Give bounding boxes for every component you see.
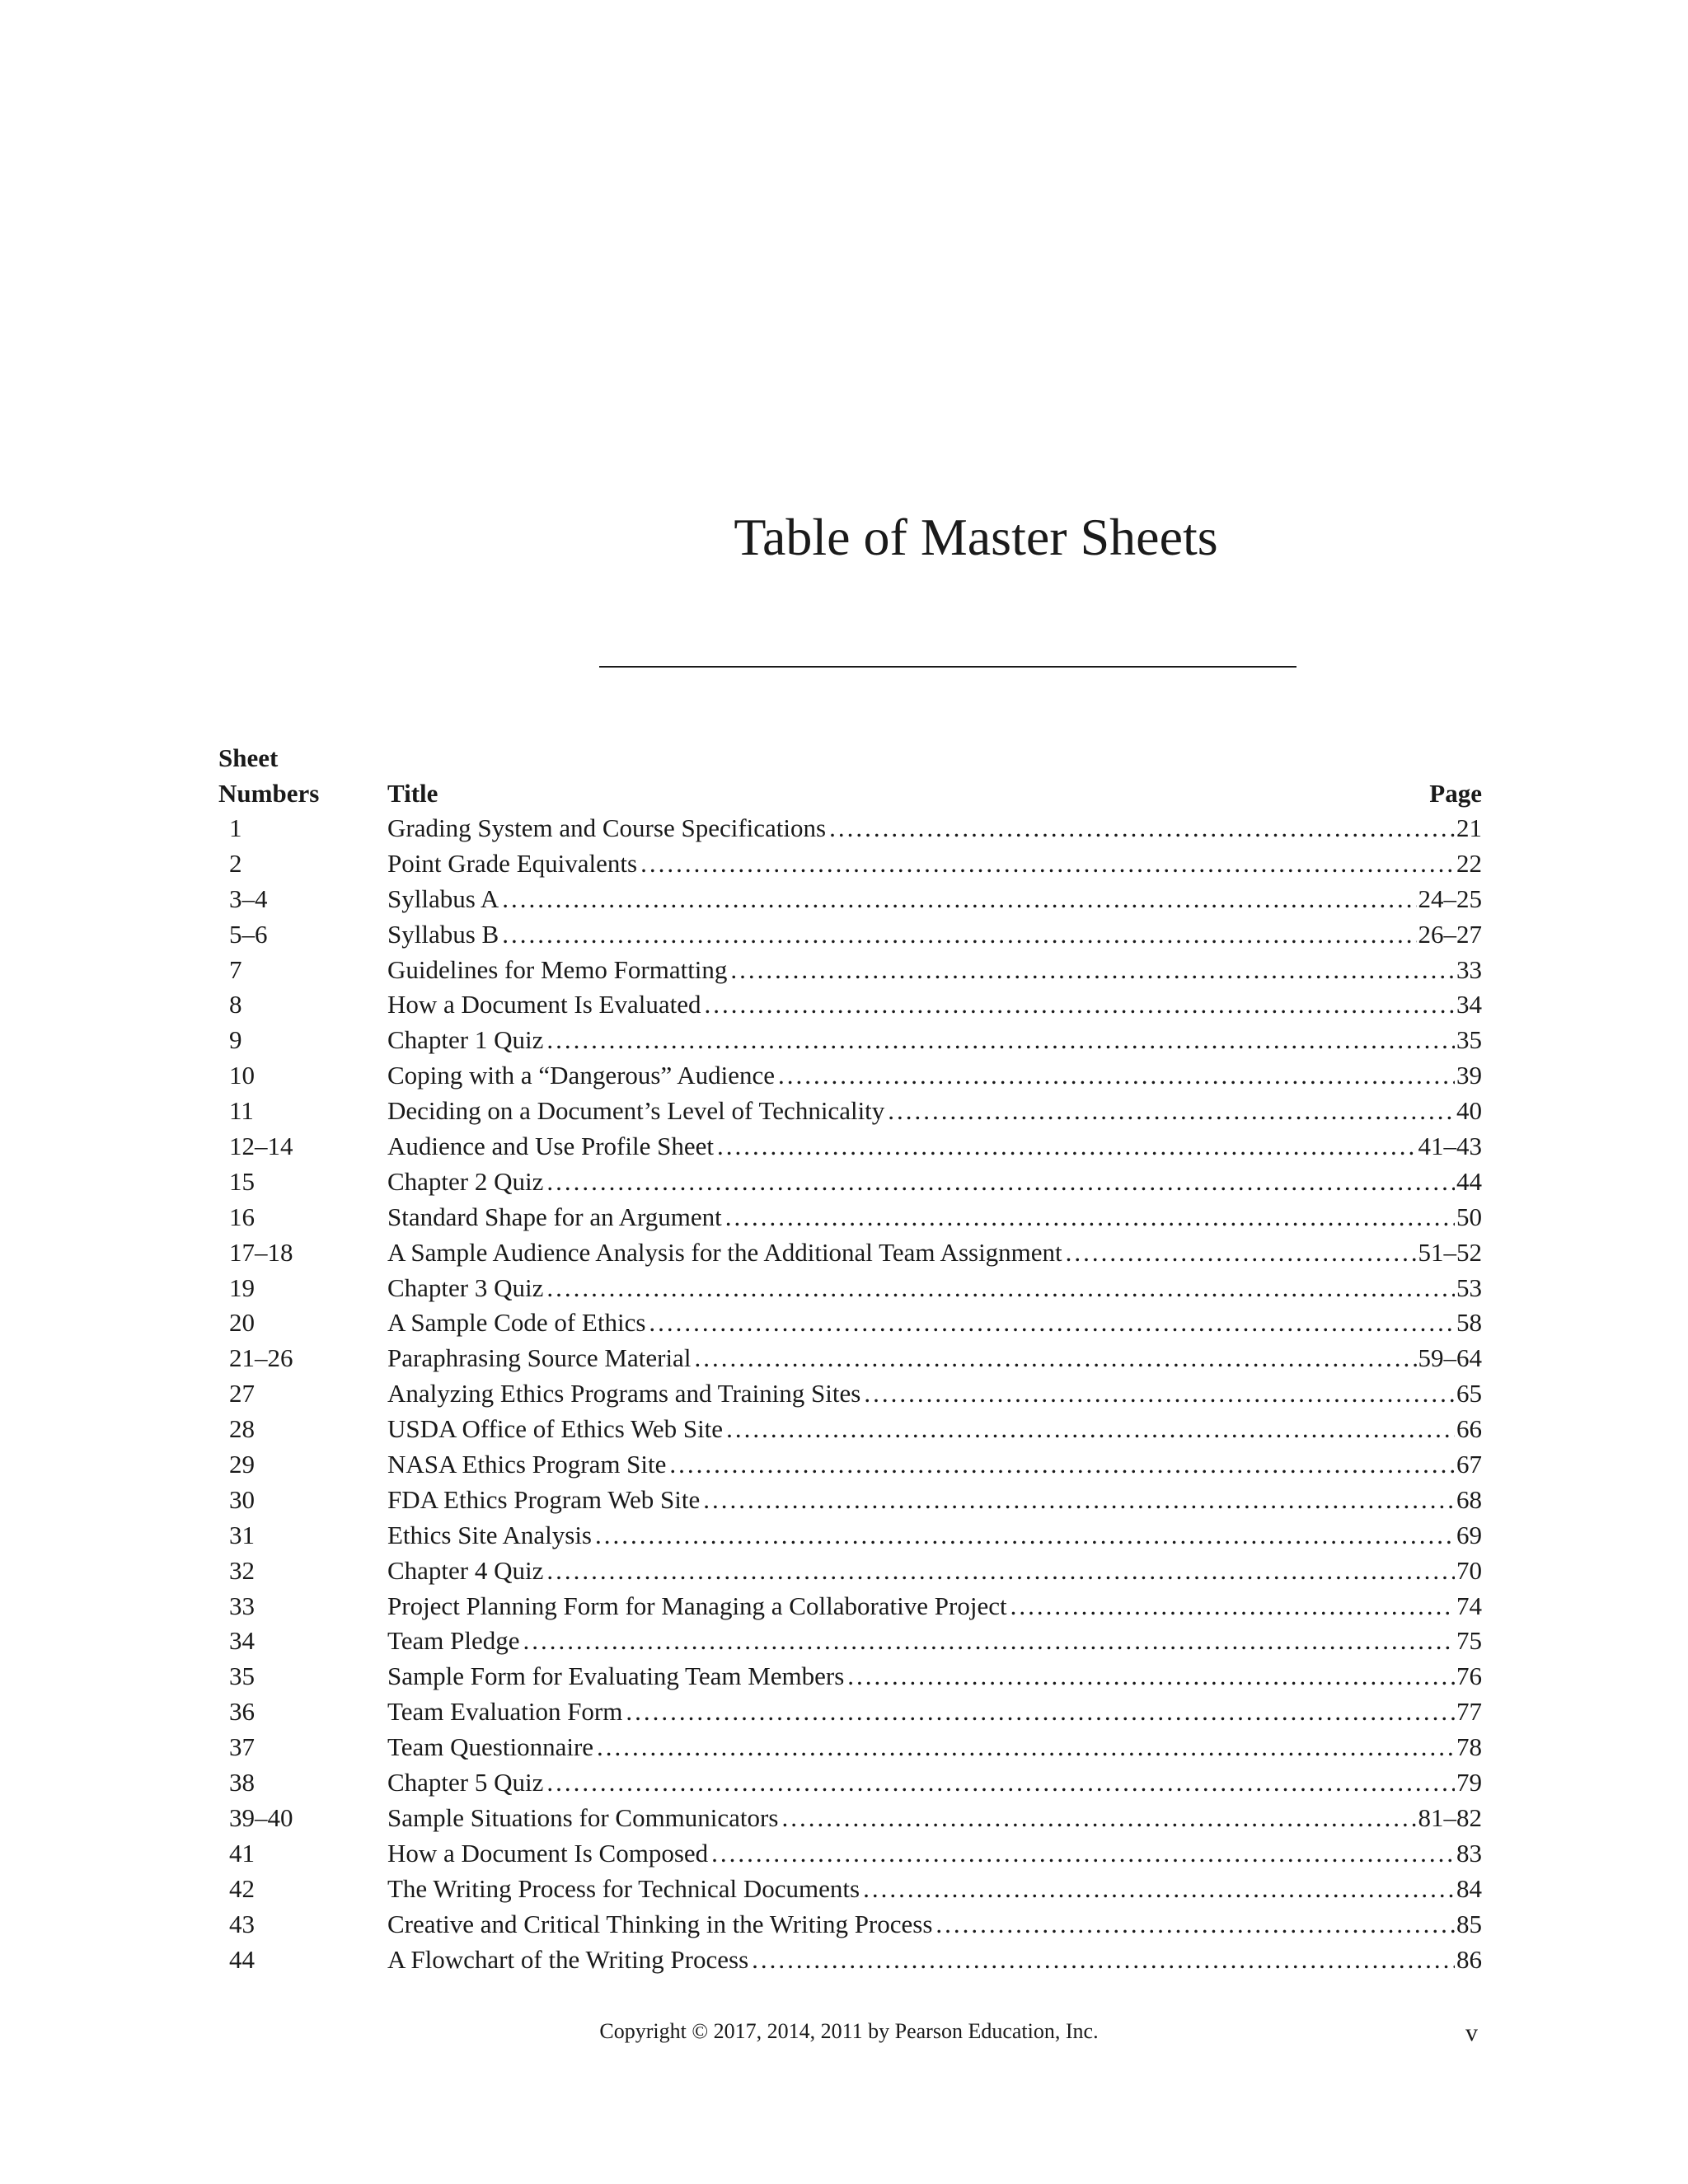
sheet-title: Chapter 4 Quiz (387, 1555, 544, 1585)
dot-leader (781, 1801, 1416, 1836)
toc-entry (387, 1447, 1482, 1483)
sheet-page: 83 (1456, 1838, 1482, 1868)
sheet-title: How a Document Is Composed (387, 1838, 709, 1868)
sheet-title: Chapter 1 Quiz (387, 1025, 544, 1055)
toc-entry (387, 1483, 1482, 1518)
sheet-number: 1 (229, 813, 242, 842)
sheet-number: 36 (229, 1697, 255, 1727)
table-row (218, 1694, 1482, 1730)
toc-entry (387, 1943, 1482, 1978)
toc-entry (387, 1305, 1482, 1341)
table-row (218, 882, 1482, 917)
sheet-number: 30 (229, 1484, 255, 1514)
toc-entry (387, 1872, 1482, 1907)
sheet-number: 28 (229, 1414, 255, 1444)
table-row (218, 1801, 1482, 1836)
dot-leader (640, 846, 1455, 882)
toc-entry (387, 953, 1482, 988)
toc-entry (387, 1235, 1482, 1271)
sheet-number: 32 (229, 1555, 255, 1585)
dot-leader (1066, 1235, 1417, 1271)
dot-leader (502, 917, 1416, 953)
sheet-page: 68 (1456, 1484, 1482, 1514)
sheet-page: 66 (1456, 1414, 1482, 1444)
header-title-label: Title (387, 779, 438, 808)
sheet-title: A Sample Code of Ethics (387, 1308, 646, 1338)
table-row (218, 1271, 1482, 1306)
title-rule (599, 666, 1296, 668)
sheet-number: 2 (229, 848, 242, 878)
dot-leader (626, 1694, 1455, 1730)
sheet-page: 76 (1456, 1661, 1482, 1691)
sheet-title: Chapter 2 Quiz (387, 1166, 544, 1196)
sheet-title: Paraphrasing Source Material (387, 1343, 692, 1373)
table-row (218, 1624, 1482, 1659)
sheet-number: 8 (229, 990, 242, 1019)
table-row (218, 1058, 1482, 1094)
table-row (218, 1305, 1482, 1341)
sheet-number: 44 (229, 1944, 255, 1974)
dot-leader (1010, 1589, 1455, 1624)
sheet-number: 35 (229, 1661, 255, 1691)
toc-entry (387, 1200, 1482, 1235)
page-number: v (1465, 2019, 1478, 2046)
sheet-title: FDA Ethics Program Web Site (387, 1484, 701, 1514)
sheet-title: The Writing Process for Technical Documents (387, 1873, 860, 1903)
sheet-page: 35 (1456, 1025, 1482, 1055)
toc-entry (387, 1271, 1482, 1306)
table-row (218, 987, 1482, 1023)
toc-entry (387, 1023, 1482, 1058)
dot-leader (595, 1518, 1455, 1554)
sheet-page: 24–25 (1418, 883, 1482, 913)
table-header (218, 740, 1482, 811)
dot-leader (597, 1730, 1455, 1765)
table-row (218, 811, 1482, 846)
sheet-number: 41 (229, 1838, 255, 1868)
toc-entry (387, 811, 1482, 846)
sheet-title: Deciding on a Document’s Level of Technicality (387, 1096, 885, 1126)
toc-entry (387, 1624, 1482, 1659)
table-row (218, 1730, 1482, 1765)
toc-entry (387, 1341, 1482, 1376)
sheet-title: Sample Situations for Communicators (387, 1802, 779, 1832)
sheet-number: 33 (229, 1591, 255, 1620)
header-numbers-label: Numbers (218, 779, 320, 808)
sheet-page: 67 (1456, 1450, 1482, 1479)
copyright-notice: Copyright © 2017, 2014, 2011 by Pearson Education, Inc. (599, 2019, 1099, 2043)
sheet-number: 42 (229, 1873, 255, 1903)
table-row (218, 1200, 1482, 1235)
table-row (218, 1483, 1482, 1518)
sheet-number: 9 (229, 1025, 242, 1055)
sheet-page: 75 (1456, 1626, 1482, 1656)
sheet-page: 69 (1456, 1520, 1482, 1549)
toc-entry (387, 1094, 1482, 1129)
dot-leader (694, 1341, 1416, 1376)
sheet-page: 22 (1456, 848, 1482, 878)
table-row (218, 1235, 1482, 1271)
sheet-number: 19 (229, 1272, 255, 1302)
sheet-page: 34 (1456, 990, 1482, 1019)
sheet-page: 53 (1456, 1272, 1482, 1302)
dot-leader (717, 1129, 1417, 1165)
dot-leader (847, 1659, 1455, 1694)
sheet-title: Grading System and Course Specifications (387, 813, 827, 842)
sheet-number: 15 (229, 1166, 255, 1196)
sheet-title: USDA Office of Ethics Web Site (387, 1414, 724, 1444)
sheet-number: 31 (229, 1520, 255, 1549)
toc-entry (387, 1165, 1482, 1200)
dot-leader (705, 987, 1456, 1023)
table-row (218, 1872, 1482, 1907)
sheet-page: 70 (1456, 1555, 1482, 1585)
sheet-title: A Sample Audience Analysis for the Additional Team Assignment (387, 1237, 1062, 1267)
sheet-number: 12–14 (229, 1132, 293, 1161)
sheet-number: 34 (229, 1626, 255, 1656)
sheet-title: Chapter 3 Quiz (387, 1272, 544, 1302)
table-row (218, 1023, 1482, 1058)
sheet-number: 10 (229, 1061, 255, 1090)
sheet-title: Point Grade Equivalents (387, 848, 638, 878)
dot-leader (711, 1836, 1455, 1872)
toc-entry (387, 846, 1482, 882)
sheet-page: 81–82 (1418, 1802, 1482, 1832)
sheet-title: Chapter 5 Quiz (387, 1768, 544, 1797)
table-row (218, 1341, 1482, 1376)
toc-entry (387, 882, 1482, 917)
dot-leader (546, 1554, 1455, 1589)
sheet-page: 39 (1456, 1061, 1482, 1090)
sheet-title: How a Document Is Evaluated (387, 990, 701, 1019)
sheet-number: 7 (229, 954, 242, 984)
toc-entry (387, 987, 1482, 1023)
sheet-page: 86 (1456, 1944, 1482, 1974)
table-row (218, 1094, 1482, 1129)
table-row (218, 1165, 1482, 1200)
sheet-page: 84 (1456, 1873, 1482, 1903)
table-row (218, 1765, 1482, 1801)
dot-leader (669, 1447, 1455, 1483)
page-title: Table of Master Sheets (734, 508, 1218, 566)
sheet-page: 74 (1456, 1591, 1482, 1620)
sheet-page: 65 (1456, 1379, 1482, 1408)
table-row (218, 1412, 1482, 1447)
table-row (218, 1943, 1482, 1978)
sheet-title: Team Questionnaire (387, 1732, 594, 1762)
sheet-page: 33 (1456, 954, 1482, 984)
sheet-title: Guidelines for Memo Formatting (387, 954, 728, 984)
dot-leader (864, 1376, 1455, 1412)
toc-entry (387, 1836, 1482, 1872)
toc-entry (387, 917, 1482, 953)
sheet-page: 40 (1456, 1096, 1482, 1126)
toc-entry (387, 1659, 1482, 1694)
table-row (218, 917, 1482, 953)
sheet-title: Audience and Use Profile Sheet (387, 1132, 714, 1161)
dot-leader (829, 811, 1455, 846)
dot-leader (730, 953, 1455, 988)
sheet-title: Coping with a “Dangerous” Audience (387, 1061, 776, 1090)
table-row (218, 846, 1482, 882)
sheet-title: Syllabus A (387, 883, 499, 913)
sheet-page: 77 (1456, 1697, 1482, 1727)
sheet-page: 44 (1456, 1166, 1482, 1196)
sheet-title: Project Planning Form for Managing a Collaborative Project (387, 1591, 1007, 1620)
toc-entry (387, 1518, 1482, 1554)
toc-entry (387, 1589, 1482, 1624)
dot-leader (703, 1483, 1455, 1518)
sheet-title: Team Pledge (387, 1626, 520, 1656)
toc-entry (387, 1907, 1482, 1943)
table-row (218, 1554, 1482, 1589)
dot-leader (725, 1200, 1455, 1235)
sheet-number: 20 (229, 1308, 255, 1338)
sheet-page: 58 (1456, 1308, 1482, 1338)
toc-entry (387, 1730, 1482, 1765)
dot-leader (502, 882, 1416, 917)
table-row (218, 1589, 1482, 1624)
sheet-title: Standard Shape for an Argument (387, 1202, 722, 1231)
table-row (218, 1447, 1482, 1483)
sheet-page: 41–43 (1418, 1132, 1482, 1161)
sheet-page: 51–52 (1418, 1237, 1482, 1267)
table-row (218, 1376, 1482, 1412)
table-row (218, 953, 1482, 988)
table-row (218, 1907, 1482, 1943)
sheet-number: 29 (229, 1450, 255, 1479)
dot-leader (546, 1271, 1455, 1306)
dot-leader (523, 1624, 1455, 1659)
sheet-title: Team Evaluation Form (387, 1697, 623, 1727)
sheet-page: 59–64 (1418, 1343, 1482, 1373)
sheet-page: 26–27 (1418, 919, 1482, 949)
sheet-title: Creative and Critical Thinking in the Writing Process (387, 1909, 933, 1938)
dot-leader (863, 1872, 1455, 1907)
toc-entry (387, 1129, 1482, 1165)
sheet-page: 85 (1456, 1909, 1482, 1938)
sheet-page: 21 (1456, 813, 1482, 842)
dot-leader (546, 1023, 1455, 1058)
sheet-number: 11 (229, 1096, 254, 1126)
sheet-title: Syllabus B (387, 919, 499, 949)
dot-leader (935, 1907, 1455, 1943)
sheet-number: 37 (229, 1732, 255, 1762)
sheet-number: 43 (229, 1909, 255, 1938)
dot-leader (888, 1094, 1455, 1129)
table-body (218, 811, 1482, 1977)
dot-leader (726, 1412, 1455, 1447)
dot-leader (649, 1305, 1455, 1341)
toc-entry (387, 1554, 1482, 1589)
sheet-page: 50 (1456, 1202, 1482, 1231)
sheet-number: 27 (229, 1379, 255, 1408)
table-row (218, 1836, 1482, 1872)
table-row (218, 1518, 1482, 1554)
sheet-page: 79 (1456, 1768, 1482, 1797)
sheet-title: Sample Form for Evaluating Team Members (387, 1661, 845, 1691)
header-sheet-label: Sheet (218, 743, 279, 772)
toc-entry (387, 1376, 1482, 1412)
dot-leader (752, 1943, 1455, 1978)
sheet-page: 78 (1456, 1732, 1482, 1762)
table-row (218, 1659, 1482, 1694)
sheet-number: 21–26 (229, 1343, 293, 1373)
sheet-number: 38 (229, 1768, 255, 1797)
dot-leader (546, 1765, 1455, 1801)
sheet-number: 39–40 (229, 1802, 293, 1832)
toc-entry (387, 1412, 1482, 1447)
dot-leader (778, 1058, 1455, 1094)
sheet-number: 16 (229, 1202, 255, 1231)
toc-entry (387, 1765, 1482, 1801)
sheet-number: 3–4 (229, 883, 268, 913)
sheet-title: Analyzing Ethics Programs and Training Sites (387, 1379, 861, 1408)
toc-entry (387, 1801, 1482, 1836)
sheet-title: Ethics Site Analysis (387, 1520, 592, 1549)
sheet-title: A Flowchart of the Writing Process (387, 1944, 749, 1974)
dot-leader (546, 1165, 1455, 1200)
sheet-title: NASA Ethics Program Site (387, 1450, 667, 1479)
header-page-label: Page (1429, 779, 1482, 808)
toc-entry (387, 1694, 1482, 1730)
sheet-number: 5–6 (229, 919, 268, 949)
master-sheets-table (218, 740, 1482, 1977)
sheet-number: 17–18 (229, 1237, 293, 1267)
toc-entry (387, 1058, 1482, 1094)
table-row (218, 1129, 1482, 1165)
